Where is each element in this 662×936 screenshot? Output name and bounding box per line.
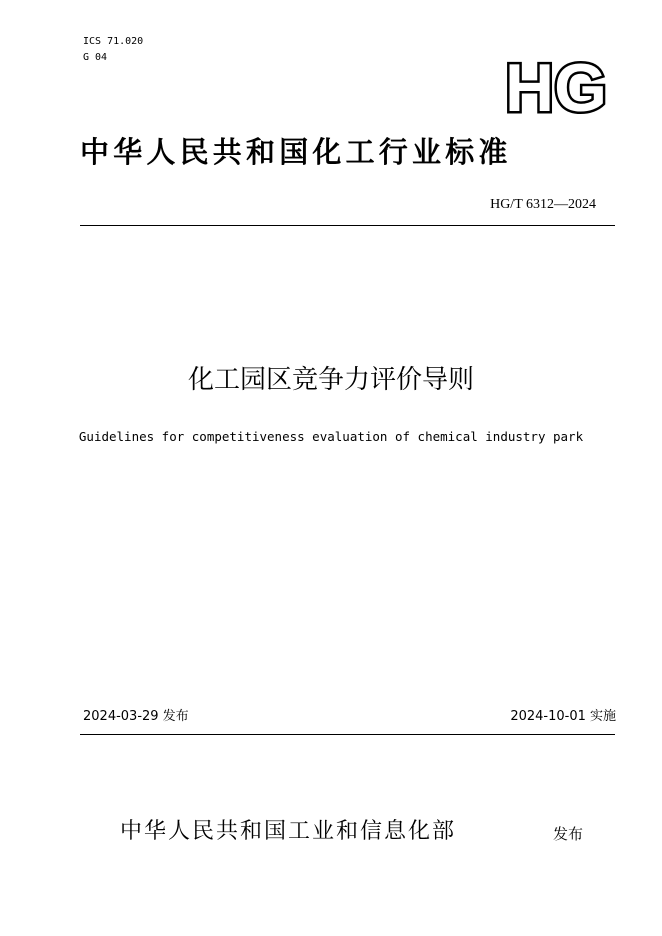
publish-label: 发布 [553, 825, 584, 843]
document-title-chinese: 化工园区竞争力评价导则 [187, 365, 474, 395]
bottom-divider [80, 734, 615, 735]
publisher-name: 中华人民共和国工业和信息化部 [120, 818, 457, 843]
standard-number: HG/T 6312—2024 [490, 197, 596, 212]
top-divider [80, 225, 615, 226]
ics-code: ICS 71.020 [83, 36, 144, 47]
hg-logo [498, 56, 614, 116]
ccs-code: G 04 [83, 52, 108, 63]
document-title-english: Guidelines for competitiveness evaluation of chemical industry park [78, 429, 584, 444]
standard-category-title: 中华人民共和国化工行业标准 [80, 135, 512, 169]
hg-logo-text: HG [505, 56, 607, 116]
implementation-date: 2024-10-01 实施 [510, 709, 616, 724]
issue-date: 2024-03-29 发布 [83, 709, 189, 724]
